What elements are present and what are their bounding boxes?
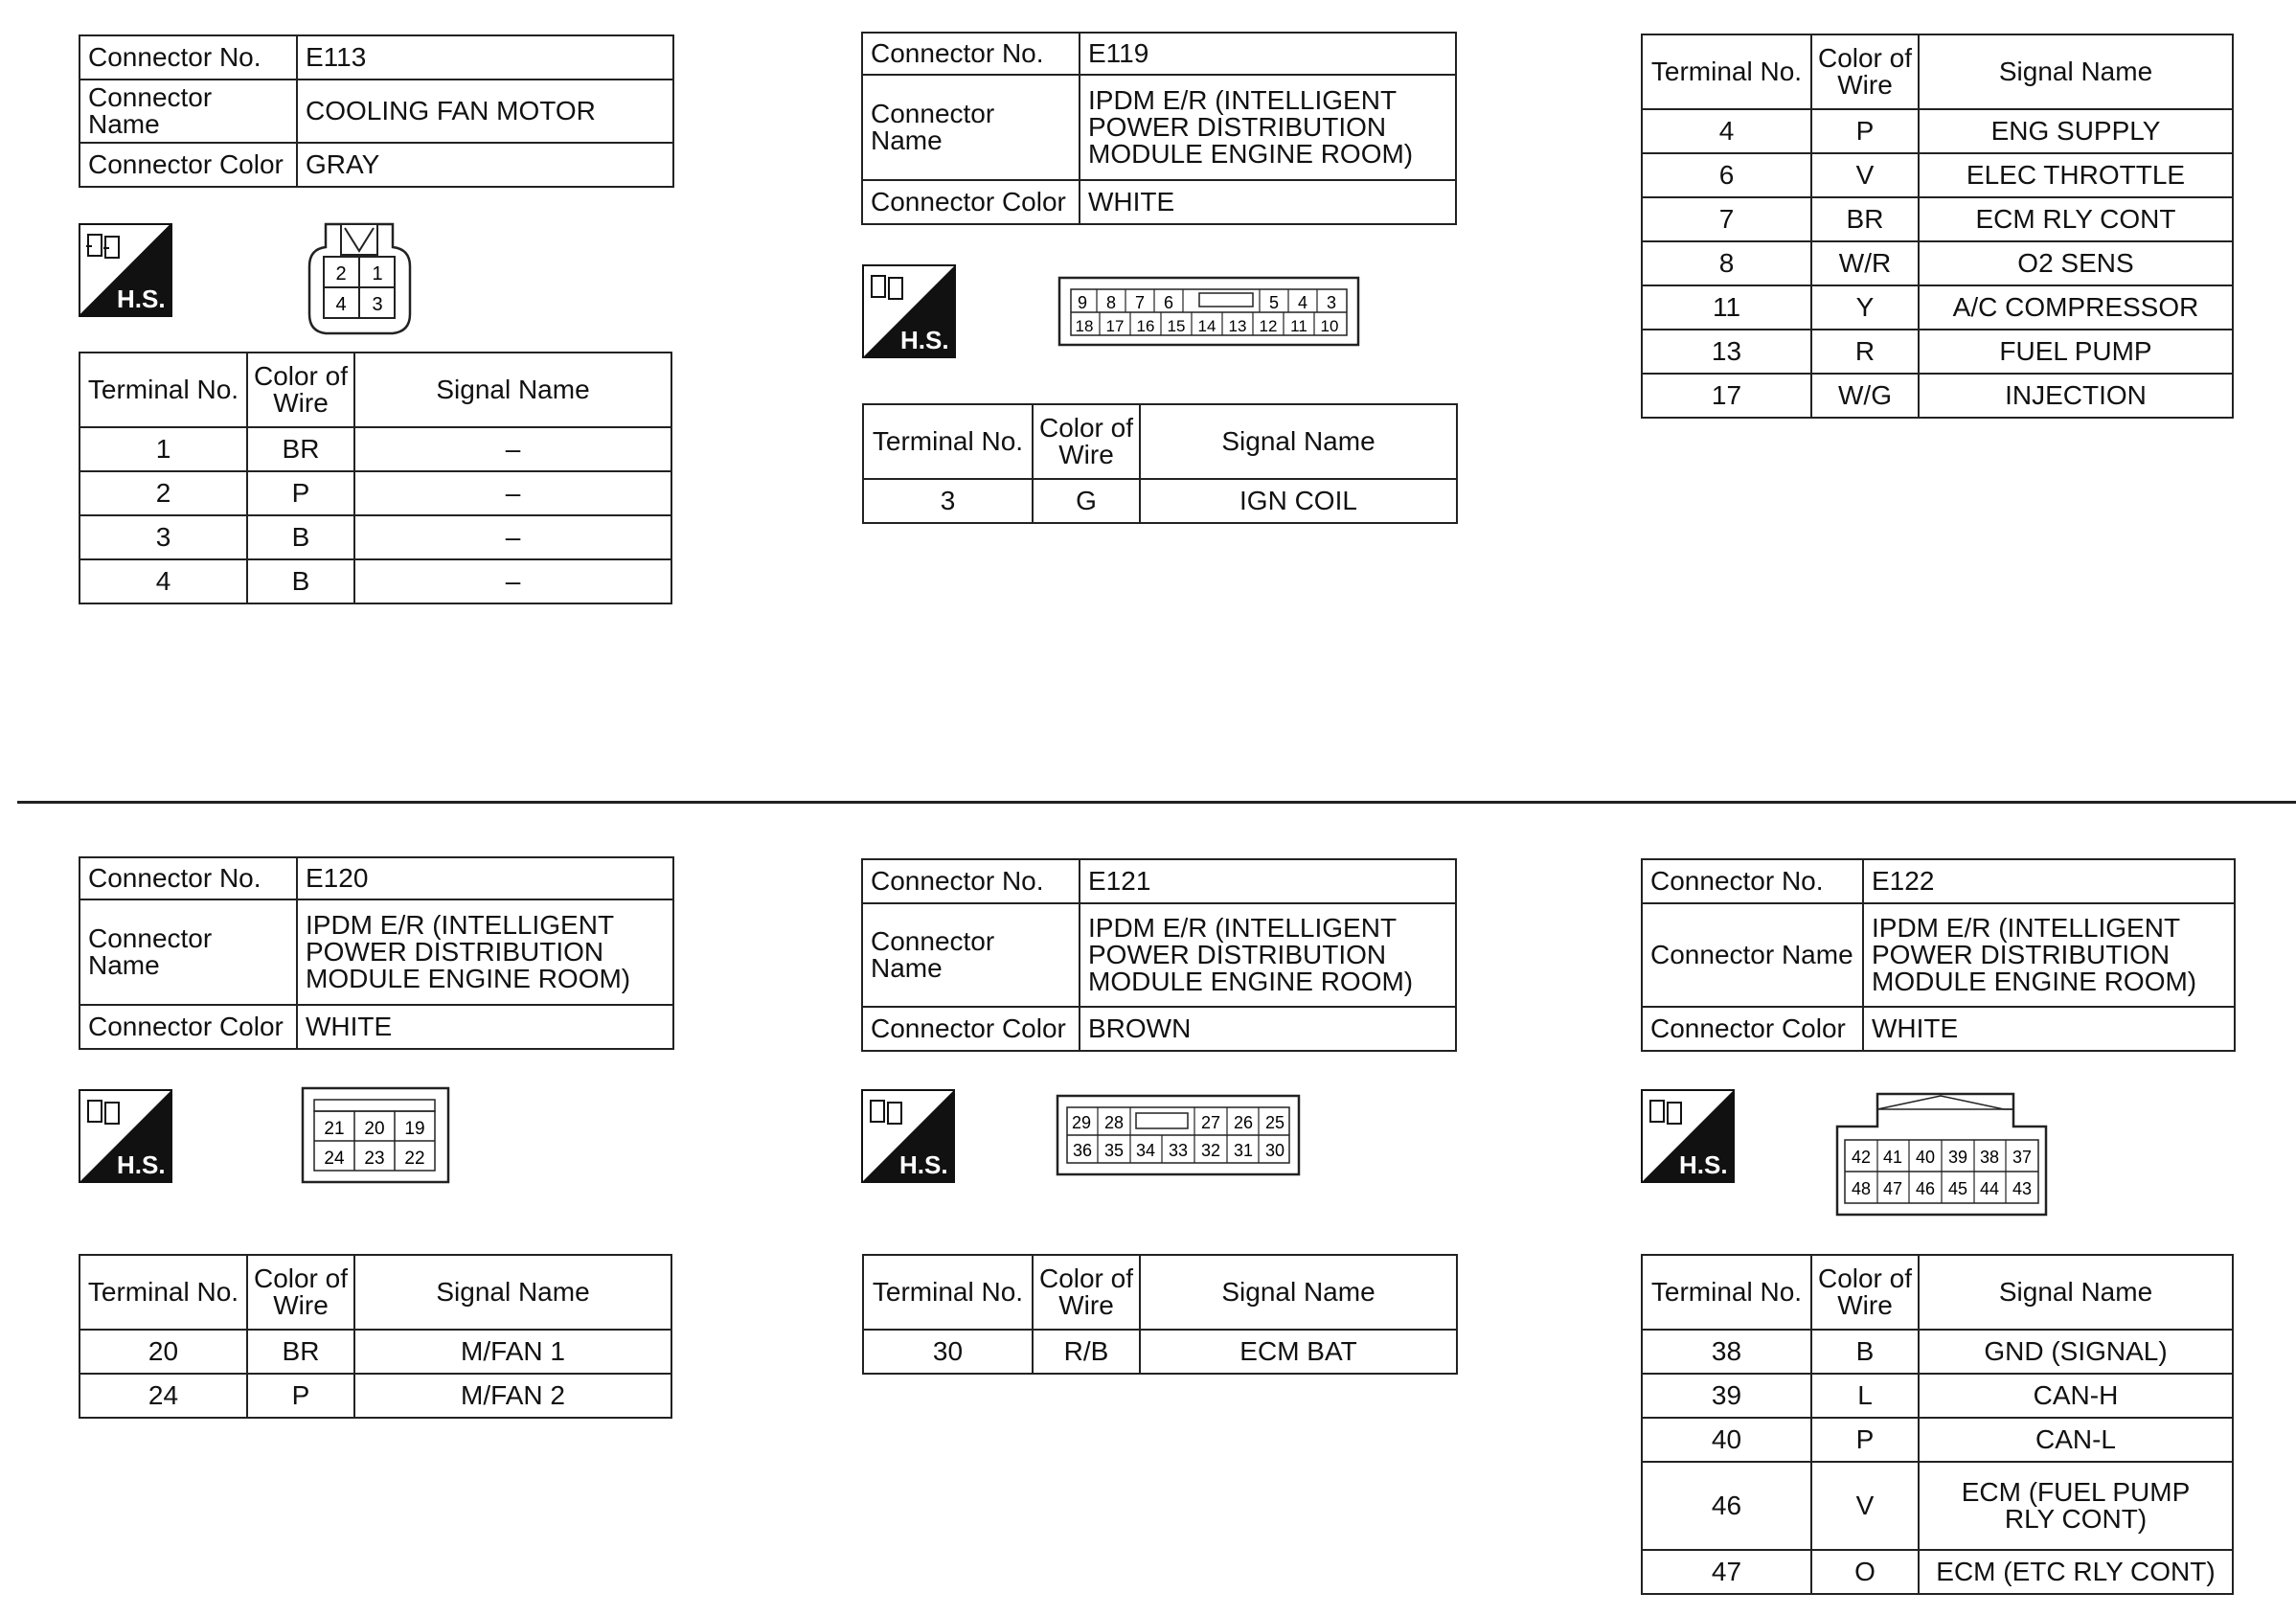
wire-color-cell: W/G xyxy=(1811,374,1919,418)
pin-label: 31 xyxy=(1233,1141,1254,1160)
pin-label: 6 xyxy=(1163,293,1174,312)
color-of-wire-header: Color of Wire xyxy=(1033,1255,1140,1330)
connector-no-value: E113 xyxy=(297,35,673,80)
signal-name-header: Signal Name xyxy=(1919,34,2233,109)
terminal-no-header: Terminal No. xyxy=(863,404,1033,479)
terminal-no-cell: 4 xyxy=(80,559,247,603)
signal-name-cell: – xyxy=(354,559,671,603)
terminal-table-e119 xyxy=(862,403,1458,524)
table-row xyxy=(1642,1418,2233,1462)
connector-name-value: IPDM E/R (INTELLIGENT POWER DISTRIBUTION MODULE ENGINE ROOM) xyxy=(1080,903,1456,1007)
connector-face-e121 xyxy=(1056,1094,1303,1183)
pin-label: 37 xyxy=(2012,1148,2033,1167)
harness-side-icon xyxy=(861,1089,955,1183)
terminal-no-cell: 20 xyxy=(80,1330,247,1374)
pin-label: 8 xyxy=(1105,293,1117,312)
terminal-no-cell: 3 xyxy=(863,479,1033,523)
hs-label: H.S. xyxy=(1679,1150,1728,1179)
terminal-no-cell: 13 xyxy=(1642,330,1811,374)
signal-name-header: Signal Name xyxy=(354,353,671,427)
terminal-no-header: Terminal No. xyxy=(80,1255,247,1330)
table-row xyxy=(1642,1462,2233,1550)
table-row xyxy=(1642,153,2233,197)
terminal-no-cell: 47 xyxy=(1642,1550,1811,1594)
wire-color-cell: V xyxy=(1811,1462,1919,1550)
connector-color-value: WHITE xyxy=(1080,180,1456,224)
pin-label: 34 xyxy=(1135,1141,1156,1160)
connector-info-e121 xyxy=(861,858,1457,1052)
connector-name-value: IPDM E/R (INTELLIGENT POWER DISTRIBUTION MODULE ENGINE ROOM) xyxy=(1080,75,1456,180)
pin-label: 1 xyxy=(372,263,383,285)
connector-info-e113 xyxy=(79,34,674,188)
connector-no-value: E122 xyxy=(1863,859,2235,903)
connector-color-value: BROWN xyxy=(1080,1007,1456,1051)
pin-label: 27 xyxy=(1200,1113,1221,1132)
color-of-wire-header: Color of Wire xyxy=(247,353,354,427)
connector-name-label: Connector Name xyxy=(80,80,297,143)
pin-label: 36 xyxy=(1072,1141,1093,1160)
pin-label: 41 xyxy=(1882,1148,1903,1167)
connector-face-e119 xyxy=(1057,276,1362,353)
connector-name-value: IPDM E/R (INTELLIGENT POWER DISTRIBUTION MODULE ENGINE ROOM) xyxy=(297,899,673,1005)
wire-color-cell: B xyxy=(247,559,354,603)
signal-name-header: Signal Name xyxy=(354,1255,671,1330)
connector-info-e119 xyxy=(861,32,1457,225)
connector-color-label: Connector Color xyxy=(862,1007,1080,1051)
pin-label: 13 xyxy=(1228,317,1247,335)
table-row xyxy=(80,1374,671,1418)
table-row xyxy=(80,559,671,603)
table-row xyxy=(1642,241,2233,285)
terminal-no-header: Terminal No. xyxy=(1642,1255,1811,1330)
connector-name-value: COOLING FAN MOTOR xyxy=(297,80,673,143)
signal-name-cell: M/FAN 2 xyxy=(354,1374,671,1418)
pin-label: 32 xyxy=(1200,1141,1221,1160)
wire-color-cell: P xyxy=(1811,1418,1919,1462)
pin-label: 35 xyxy=(1103,1141,1125,1160)
color-of-wire-header: Color of Wire xyxy=(1811,34,1919,109)
wire-color-cell: O xyxy=(1811,1550,1919,1594)
connector-no-value: E119 xyxy=(1080,33,1456,75)
wire-color-cell: P xyxy=(247,1374,354,1418)
wire-color-cell: P xyxy=(1811,109,1919,153)
terminal-no-cell: 2 xyxy=(80,471,247,515)
terminal-no-cell: 46 xyxy=(1642,1462,1811,1550)
signal-name-cell: ECM RLY CONT xyxy=(1919,197,2233,241)
connector-no-label: Connector No. xyxy=(1642,859,1863,903)
connector-color-value: WHITE xyxy=(1863,1007,2235,1051)
table-row xyxy=(1642,330,2233,374)
wire-color-cell: BR xyxy=(1811,197,1919,241)
table-row xyxy=(80,471,671,515)
terminal-table-e121 xyxy=(862,1254,1458,1375)
pin-label: 4 xyxy=(1297,293,1308,312)
connector-no-value: E121 xyxy=(1080,859,1456,903)
terminal-no-cell: 38 xyxy=(1642,1330,1811,1374)
connector-no-label: Connector No. xyxy=(862,859,1080,903)
pin-label: 9 xyxy=(1077,293,1088,312)
connector-color-label: Connector Color xyxy=(80,143,297,187)
pin-label: 39 xyxy=(1947,1148,1968,1167)
connector-color-value: GRAY xyxy=(297,143,673,187)
wire-color-cell: R xyxy=(1811,330,1919,374)
terminal-no-cell: 30 xyxy=(863,1330,1033,1374)
signal-name-cell: A/C COMPRESSOR xyxy=(1919,285,2233,330)
pin-label: 24 xyxy=(324,1149,345,1169)
terminal-no-cell: 1 xyxy=(80,427,247,471)
terminal-no-cell: 4 xyxy=(1642,109,1811,153)
hs-label: H.S. xyxy=(117,1150,166,1179)
pin-label: 3 xyxy=(1326,293,1337,312)
table-row xyxy=(80,427,671,471)
connector-name-label: Connector Name xyxy=(1642,903,1863,1007)
pin-label: 40 xyxy=(1915,1148,1936,1167)
signal-name-cell: ECM (FUEL PUMP RLY CONT) xyxy=(1919,1462,2233,1550)
table-row xyxy=(80,515,671,559)
wire-color-cell: L xyxy=(1811,1374,1919,1418)
terminal-no-cell: 11 xyxy=(1642,285,1811,330)
pin-label: 30 xyxy=(1264,1141,1285,1160)
pin-label: 22 xyxy=(404,1149,425,1169)
pin-label: 18 xyxy=(1075,317,1094,335)
harness-side-icon xyxy=(862,264,956,358)
table-row xyxy=(1642,374,2233,418)
pin-label: 15 xyxy=(1167,317,1186,335)
signal-name-cell: – xyxy=(354,427,671,471)
pin-label: 19 xyxy=(404,1119,425,1139)
terminal-table-e113 xyxy=(79,352,672,604)
pin-label: 14 xyxy=(1197,317,1216,335)
pin-label: 43 xyxy=(2012,1179,2033,1198)
wire-color-cell: G xyxy=(1033,479,1140,523)
signal-name-header: Signal Name xyxy=(1140,1255,1457,1330)
pin-label: 28 xyxy=(1103,1113,1125,1132)
signal-name-cell: GND (SIGNAL) xyxy=(1919,1330,2233,1374)
terminal-table-e120 xyxy=(79,1254,672,1419)
color-of-wire-header: Color of Wire xyxy=(247,1255,354,1330)
table-row xyxy=(1642,197,2233,241)
signal-name-cell: IGN COIL xyxy=(1140,479,1457,523)
pin-label: 29 xyxy=(1071,1113,1092,1132)
table-row xyxy=(1642,1550,2233,1594)
pin-label: 33 xyxy=(1168,1141,1189,1160)
terminal-no-cell: 7 xyxy=(1642,197,1811,241)
pin-label: 47 xyxy=(1882,1179,1903,1198)
pin-label: 48 xyxy=(1851,1179,1872,1198)
hs-label: H.S. xyxy=(899,1150,948,1179)
wire-color-cell: B xyxy=(247,515,354,559)
section-divider xyxy=(17,801,2296,804)
connector-info-e120 xyxy=(79,856,674,1050)
wire-color-cell: BR xyxy=(247,427,354,471)
signal-name-cell: M/FAN 1 xyxy=(354,1330,671,1374)
connector-face-e120 xyxy=(301,1086,450,1191)
connector-name-value: IPDM E/R (INTELLIGENT POWER DISTRIBUTION MODULE ENGINE ROOM) xyxy=(1863,903,2235,1007)
terminal-no-header: Terminal No. xyxy=(863,1255,1033,1330)
pin-label: 3 xyxy=(372,294,383,315)
wire-color-cell: W/R xyxy=(1811,241,1919,285)
connector-color-label: Connector Color xyxy=(862,180,1080,224)
signal-name-header: Signal Name xyxy=(1919,1255,2233,1330)
terminal-table-e122 xyxy=(1641,1254,2234,1595)
table-row xyxy=(863,479,1457,523)
wire-color-cell: BR xyxy=(247,1330,354,1374)
connector-name-label: Connector Name xyxy=(862,75,1080,180)
pin-label: 45 xyxy=(1947,1179,1968,1198)
connector-face-e113 xyxy=(305,218,415,344)
terminal-no-cell: 24 xyxy=(80,1374,247,1418)
harness-side-icon xyxy=(79,223,172,317)
signal-name-cell: FUEL PUMP xyxy=(1919,330,2233,374)
signal-name-cell: CAN-L xyxy=(1919,1418,2233,1462)
signal-name-cell: ENG SUPPLY xyxy=(1919,109,2233,153)
pin-label: 21 xyxy=(324,1119,345,1139)
pin-label: 23 xyxy=(364,1149,385,1169)
pin-label: 17 xyxy=(1105,317,1125,335)
connector-color-label: Connector Color xyxy=(1642,1007,1863,1051)
signal-name-cell: – xyxy=(354,471,671,515)
signal-name-cell: INJECTION xyxy=(1919,374,2233,418)
terminal-table-ecm xyxy=(1641,34,2234,419)
pin-label: 25 xyxy=(1264,1113,1285,1132)
signal-name-cell: CAN-H xyxy=(1919,1374,2233,1418)
pin-label: 38 xyxy=(1979,1148,2000,1167)
wire-color-cell: P xyxy=(247,471,354,515)
color-of-wire-header: Color of Wire xyxy=(1811,1255,1919,1330)
terminal-no-header: Terminal No. xyxy=(80,353,247,427)
pin-label: 11 xyxy=(1290,317,1307,335)
connector-info-e122 xyxy=(1641,858,2236,1052)
signal-name-cell: ECM (ETC RLY CONT) xyxy=(1919,1550,2233,1594)
connector-color-value: WHITE xyxy=(297,1005,673,1049)
signal-name-cell: O2 SENS xyxy=(1919,241,2233,285)
connector-face-e122 xyxy=(1833,1092,2050,1223)
table-row xyxy=(1642,109,2233,153)
pin-label: 12 xyxy=(1259,317,1278,335)
pin-label: 16 xyxy=(1136,317,1155,335)
pin-label: 26 xyxy=(1233,1113,1254,1132)
wire-color-cell: Y xyxy=(1811,285,1919,330)
connector-no-label: Connector No. xyxy=(862,33,1080,75)
pin-label: 4 xyxy=(335,294,347,315)
terminal-no-cell: 3 xyxy=(80,515,247,559)
connector-name-label: Connector Name xyxy=(862,903,1080,1007)
connector-color-label: Connector Color xyxy=(80,1005,297,1049)
signal-name-cell: – xyxy=(354,515,671,559)
connector-no-value: E120 xyxy=(297,857,673,899)
signal-name-cell: ELEC THROTTLE xyxy=(1919,153,2233,197)
terminal-no-header: Terminal No. xyxy=(1642,34,1811,109)
terminal-no-cell: 40 xyxy=(1642,1418,1811,1462)
hs-label: H.S. xyxy=(900,326,949,354)
pin-label: 2 xyxy=(335,263,347,285)
hs-label: H.S. xyxy=(117,285,166,313)
harness-side-icon xyxy=(79,1089,172,1183)
color-of-wire-header: Color of Wire xyxy=(1033,404,1140,479)
table-row xyxy=(863,1330,1457,1374)
connector-name-label: Connector Name xyxy=(80,899,297,1005)
pin-label: 44 xyxy=(1979,1179,2000,1198)
terminal-no-cell: 17 xyxy=(1642,374,1811,418)
terminal-no-cell: 6 xyxy=(1642,153,1811,197)
terminal-no-cell: 8 xyxy=(1642,241,1811,285)
table-row xyxy=(1642,285,2233,330)
connector-no-label: Connector No. xyxy=(80,35,297,80)
table-row xyxy=(1642,1374,2233,1418)
table-row xyxy=(80,1330,671,1374)
wire-color-cell: V xyxy=(1811,153,1919,197)
connector-no-label: Connector No. xyxy=(80,857,297,899)
pin-label: 7 xyxy=(1134,293,1146,312)
table-row xyxy=(1642,1330,2233,1374)
pin-label: 46 xyxy=(1915,1179,1936,1198)
pin-label: 42 xyxy=(1851,1148,1872,1167)
terminal-no-cell: 39 xyxy=(1642,1374,1811,1418)
wire-color-cell: B xyxy=(1811,1330,1919,1374)
wire-color-cell: R/B xyxy=(1033,1330,1140,1374)
pin-label: 5 xyxy=(1268,293,1280,312)
pin-label: 20 xyxy=(364,1119,385,1139)
pin-label: 10 xyxy=(1320,317,1339,335)
signal-name-header: Signal Name xyxy=(1140,404,1457,479)
signal-name-cell: ECM BAT xyxy=(1140,1330,1457,1374)
harness-side-icon xyxy=(1641,1089,1735,1183)
